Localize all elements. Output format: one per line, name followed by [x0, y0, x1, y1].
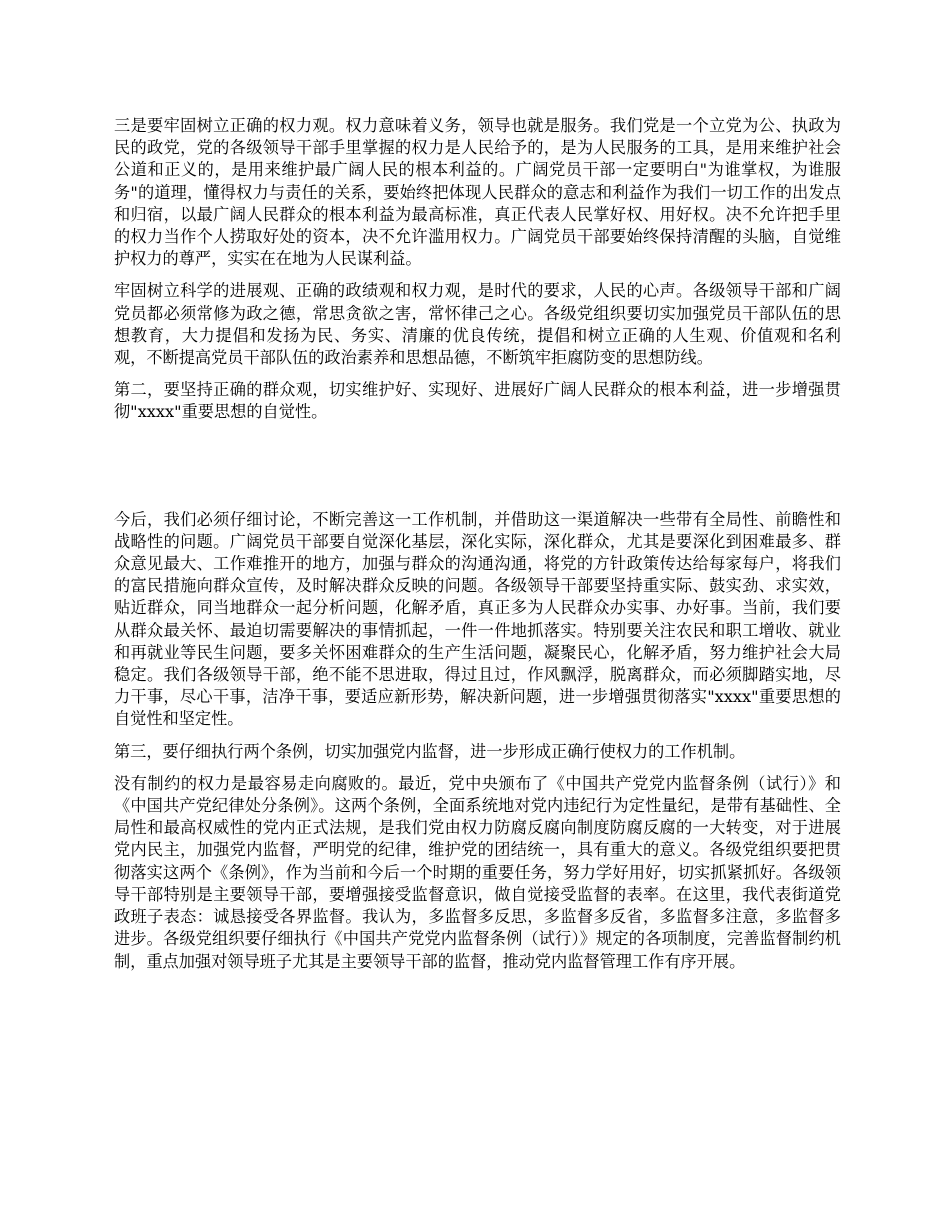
- paragraph-power-view: 三是要牢固树立正确的权力观。权力意味着义务，领导也就是服务。我们党是一个立党为公、执政为民的政党，党的各级领导干部手里掌握的权力是人民给予的，是为人民服务的工具，是用来维护社会公道和正义的，是用来维护最广阔人民的根本利益的。广阔党员干部一定要明白"为谁掌权，为谁服务"的道理，懂得权力与责任的关系，要始终把体现人民群众的意志和利益作为我们一切工作的出发点和归宿，以最广阔人民群众的根本利益为最高标准，真正代表人民掌好权、用好权。决不允许把手里的权力当作个人捞取好处的资本，决不允许滥用权力。广阔党员干部要始终保持清醒的头脑，自觉维护权力的尊严，实实在在地为人民谋利益。: [114, 116, 841, 269]
- paragraph-supervision: 没有制约的权力是最容易走向腐败的。最近，党中央颁布了《中国共产党党内监督条例（试行）》和《中国共产党纪律处分条例》。这两个条例，全面系统地对党内违纪行为定性量纪，是带有基础性、全局性和最高权威性的党内正式法规，是我们党由权力防腐反腐向制度防腐反腐的一大转变，对于进展党内民主，加强党内监督，严明党的纪律，维护党的团结统一，具有重大的意义。各级党组织要把贯彻落实这两个《条例》，作为当前和今后一个时期的重要任务，努力学好用好，切实抓紧抓好。各级领导干部特别是主要领导干部，要增强接受监督意识，做自觉接受监督的表率。在这里，我代表街道党政班子表态：诚恳接受各界监督。我认为，多监督多反思，多监督多反省，多监督多注意，多监督多进步。各级党组织要仔细执行《中国共产党党内监督条例（试行）》规定的各项制度，完善监督制约机制，重点加强对领导班子尤其是主要领导干部的监督，推动党内监督管理工作有序开展。: [114, 773, 841, 971]
- paragraph-heading-second: 第二，要坚持正确的群众观，切实维护好、实现好、进展好广阔人民群众的根本利益，进一步增强贯彻"xxxx"重要思想的自觉性。: [114, 380, 841, 422]
- paragraph-heading-third: 第三，要仔细执行两个条例，切实加强党内监督，进一步形成正确行使权力的工作机制。: [114, 741, 746, 761]
- paragraph-development-view: 牢固树立科学的进展观、正确的政绩观和权力观，是时代的要求，人民的心声。各级领导干部和广阔党员都必须常修为政之德，常思贪欲之害，常怀律己之心。各级党组织要切实加强党员干部队伍的思想教育，大力提倡和发扬为民、务实、清廉的优良传统，提倡和树立正确的人生观、价值观和名利观，不断提高党员干部队伍的政治素养和思想品德，不断筑牢拒腐防变的思想防线。: [114, 281, 841, 368]
- blank-gap: [114, 434, 841, 509]
- document-body: [114, 115, 841, 983]
- paragraph-work-mechanism: 今后，我们必须仔细讨论，不断完善这一工作机制，并借助这一渠道解决一些带有全局性、前瞻性和战略性的问题。广阔党员干部要自觉深化基层，深化实际，深化群众，尤其是要深化到困难最多、群众意见最大、工作难推开的地方，加强与群众的沟通沟通，将党的方针政策传达给每家每户，将我们的富民措施向群众宣传，及时解决群众反映的问题。各级领导干部要坚持重实际、鼓实劲、求实效，贴近群众，同当地群众一起分析问题，化解矛盾，真正多为人民群众办实事、办好事。当前，我们要从群众最关怀、最迫切需要解决的事情抓起，一件一件地抓落实。特别要关注农民和职工增收、就业和再就业等民生问题，要多关怀困难群众的生产生活问题，凝聚民心，化解矛盾，努力维护社会大局稳定。我们各级领导干部，绝不能不思进取，得过且过，作风飘浮，脱离群众，而必须脚踏实地，尽力干事，尽心干事，洁净干事，要适应新形势，解决新问题，进一步增强贯彻落实"xxxx"重要思想的自觉性和坚定性。: [114, 509, 841, 729]
